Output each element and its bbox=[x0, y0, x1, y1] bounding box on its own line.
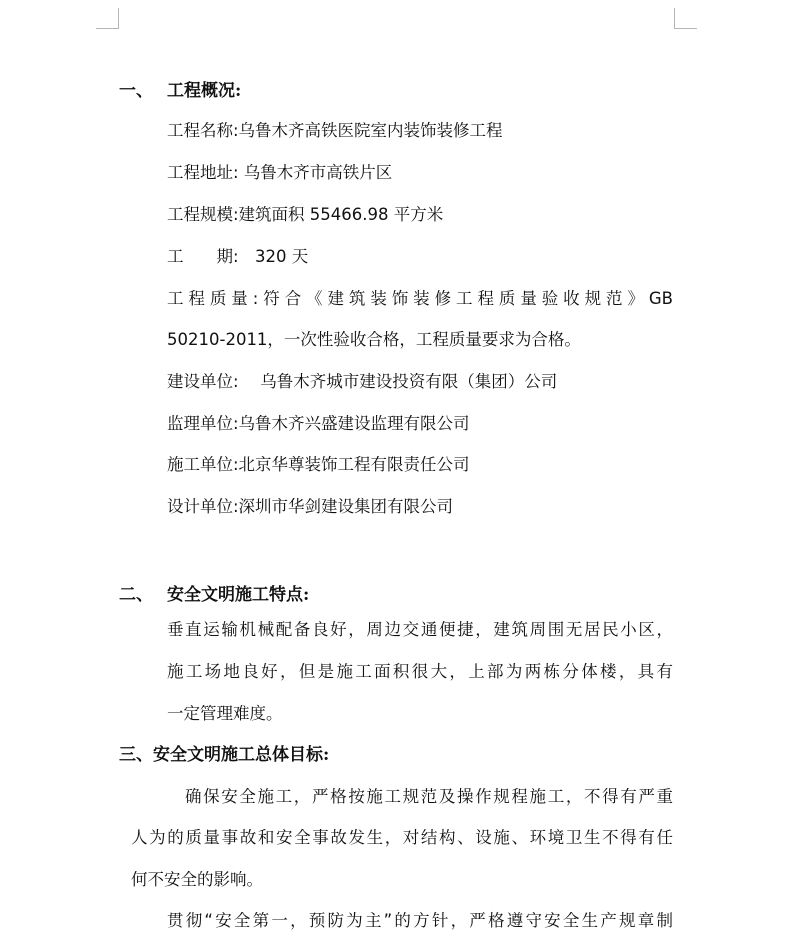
section2-line2: 施工场地良好，但是施工面积很大，上部为两栋分体楼，具有 bbox=[167, 662, 673, 681]
project-address: 工程地址: 乌鲁木齐市高铁片区 bbox=[167, 163, 393, 182]
contractor-unit: 施工单位:北京华尊装饰工程有限责任公司 bbox=[167, 455, 470, 474]
section2-title: 安全文明施工特点: bbox=[167, 585, 310, 605]
section2-number: 二、 bbox=[119, 585, 153, 605]
section3-line3: 何不安全的影响。 bbox=[131, 870, 263, 889]
page-corner-mark-top-left bbox=[96, 8, 119, 29]
project-name: 工程名称:乌鲁木齐高铁医院室内装饰装修工程 bbox=[167, 121, 503, 140]
section1-title: 工程概况: bbox=[167, 81, 242, 101]
construction-owner: 建设单位: 乌鲁木齐城市建设投资有限（集团）公司 bbox=[167, 372, 558, 391]
project-duration: 工 期: 320 天 bbox=[167, 247, 309, 266]
design-unit: 设计单位:深圳市华剑建设集团有限公司 bbox=[167, 497, 454, 516]
section3-line1: 确保安全施工，严格按施工规范及操作规程施工，不得有严重 bbox=[185, 787, 673, 806]
section2-line3: 一定管理难度。 bbox=[167, 704, 283, 723]
section3-line4: 贯彻“安全第一，预防为主”的方针，严格遵守安全生产规章制 bbox=[167, 911, 673, 930]
project-scale: 工程规模:建筑面积 55466.98 平方米 bbox=[167, 205, 444, 224]
project-quality-line2: 50210-2011，一次性验收合格，工程质量要求为合格。 bbox=[167, 330, 581, 349]
supervision-unit: 监理单位:乌鲁木齐兴盛建设监理有限公司 bbox=[167, 414, 470, 433]
section2-line1: 垂直运输机械配备良好，周边交通便捷，建筑周围无居民小区， bbox=[167, 620, 673, 639]
section1-number: 一、 bbox=[119, 81, 153, 101]
page-corner-mark-top-right bbox=[674, 8, 697, 29]
project-quality-line1: 工程质量:符合《建筑装饰装修工程质量验收规范》GB bbox=[167, 289, 673, 308]
section3-heading: 三、安全文明施工总体目标: bbox=[119, 745, 330, 765]
section3-line2: 人为的质量事故和安全事故发生，对结构、设施、环境卫生不得有任 bbox=[131, 828, 673, 847]
